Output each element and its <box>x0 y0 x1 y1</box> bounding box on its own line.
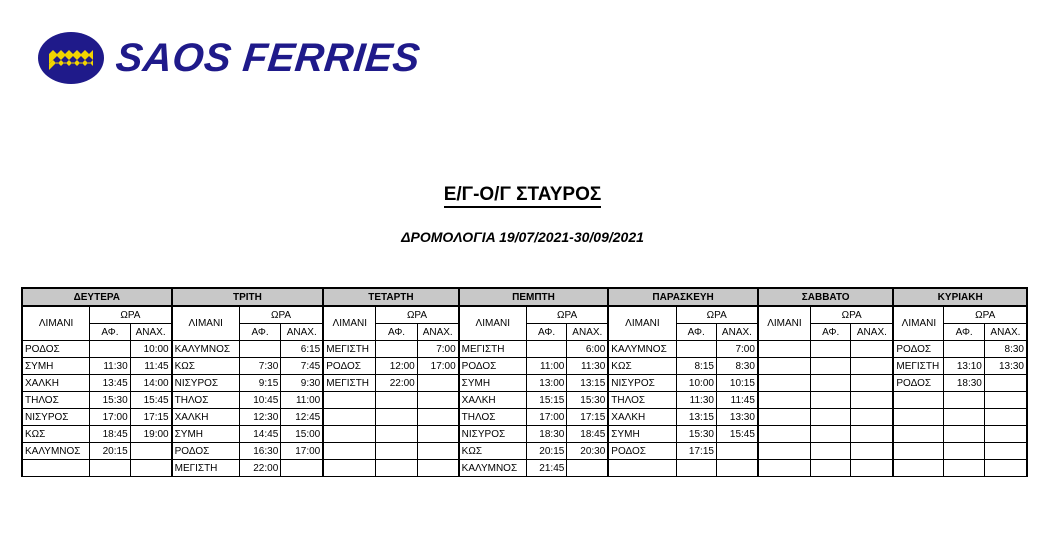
port-cell: ΝΙΣΥΡΟΣ <box>459 426 527 443</box>
departure-time: 9:15 <box>239 375 280 392</box>
arrival-time <box>851 392 893 409</box>
port-cell: ΡΟΔΟΣ <box>459 358 527 375</box>
day-header: ΤΕΤΑΡΤΗ <box>323 288 458 306</box>
port-cell: ΤΗΛΟΣ <box>459 409 527 426</box>
table-row <box>22 443 1027 460</box>
arrival-time <box>851 341 893 358</box>
port-cell: ΣΥΜΗ <box>608 426 676 443</box>
departure-time: 13:15 <box>676 409 716 426</box>
port-cell: ΧΑΛΚΗ <box>459 392 527 409</box>
departure-time: 11:00 <box>526 358 566 375</box>
arrival-header: ΑΝΑΧ. <box>851 324 893 341</box>
arrival-time <box>417 375 458 392</box>
arrival-time <box>984 460 1027 477</box>
table-row <box>22 392 1027 409</box>
departure-header: ΑΦ. <box>526 324 566 341</box>
port-cell: ΣΥΜΗ <box>459 375 527 392</box>
departure-time <box>944 426 984 443</box>
departure-time <box>944 392 984 409</box>
arrival-time <box>851 409 893 426</box>
saos-logo <box>36 30 423 86</box>
port-cell: ΜΕΓΙΣΤΗ <box>172 460 240 477</box>
port-cell <box>323 426 376 443</box>
port-cell: ΚΩΣ <box>172 358 240 375</box>
port-cell <box>758 375 811 392</box>
arrival-time: 14:00 <box>130 375 171 392</box>
port-cell: ΚΑΛΥΜΝΟΣ <box>22 443 90 460</box>
departure-time: 15:30 <box>676 426 716 443</box>
port-cell: ΚΩΣ <box>608 358 676 375</box>
arrival-time: 15:00 <box>281 426 323 443</box>
arrival-header: ΑΝΑΧ. <box>417 324 458 341</box>
arrival-time <box>984 409 1027 426</box>
departure-time: 20:15 <box>526 443 566 460</box>
hour-header: ΩΡΑ <box>810 306 893 324</box>
day-header: ΣΑΒΒΑΤΟ <box>758 288 893 306</box>
table-row <box>22 358 1027 375</box>
port-cell <box>758 358 811 375</box>
hour-header: ΩΡΑ <box>526 306 608 324</box>
arrival-time <box>851 443 893 460</box>
departure-time: 13:00 <box>526 375 566 392</box>
port-cell: ΡΟΔΟΣ <box>893 341 944 358</box>
port-cell: ΤΗΛΟΣ <box>172 392 240 409</box>
departure-time: 16:30 <box>239 443 280 460</box>
port-cell: ΡΟΔΟΣ <box>608 443 676 460</box>
departure-time: 17:00 <box>90 409 130 426</box>
departure-time: 22:00 <box>376 375 417 392</box>
port-cell: ΡΟΔΟΣ <box>323 358 376 375</box>
table-row <box>22 375 1027 392</box>
port-cell <box>758 341 811 358</box>
departure-time <box>944 443 984 460</box>
departure-header: ΑΦ. <box>944 324 984 341</box>
day-header: ΠΑΡΑΣΚΕΥΗ <box>608 288 758 306</box>
arrival-time <box>130 443 171 460</box>
departure-time: 17:00 <box>526 409 566 426</box>
arrival-time <box>417 409 458 426</box>
arrival-time: 8:30 <box>984 341 1027 358</box>
arrival-time: 13:15 <box>567 375 608 392</box>
departure-time: 10:00 <box>676 375 716 392</box>
departure-time: 13:45 <box>90 375 130 392</box>
departure-header: ΑΦ. <box>376 324 417 341</box>
departure-time <box>810 409 850 426</box>
port-cell: ΡΟΔΟΣ <box>172 443 240 460</box>
departure-time <box>810 341 850 358</box>
saos-wave-logo-icon <box>36 30 106 86</box>
arrival-time: 7:00 <box>716 341 757 358</box>
departure-header: ΑΦ. <box>810 324 850 341</box>
port-cell: ΜΕΓΙΣΤΗ <box>323 375 376 392</box>
departure-time <box>676 341 716 358</box>
arrival-time: 12:45 <box>281 409 323 426</box>
port-header: ΛΙΜΑΝΙ <box>172 306 240 341</box>
arrival-time: 6:00 <box>567 341 608 358</box>
port-cell: ΝΙΣΥΡΟΣ <box>22 409 90 426</box>
arrival-time: 17:00 <box>417 358 458 375</box>
departure-time <box>810 443 850 460</box>
port-cell <box>758 426 811 443</box>
departure-time: 14:45 <box>239 426 280 443</box>
port-cell: ΚΩΣ <box>22 426 90 443</box>
port-cell <box>758 460 811 477</box>
arrival-header: ΑΝΑΧ. <box>716 324 757 341</box>
departure-time <box>810 375 850 392</box>
departure-time <box>944 341 984 358</box>
arrival-time <box>716 443 757 460</box>
port-cell: ΜΕΓΙΣΤΗ <box>323 341 376 358</box>
departure-time: 11:30 <box>90 358 130 375</box>
arrival-time: 19:00 <box>130 426 171 443</box>
arrival-time: 15:45 <box>716 426 757 443</box>
departure-time: 18:45 <box>90 426 130 443</box>
arrival-time <box>716 460 757 477</box>
port-cell: ΡΟΔΟΣ <box>893 375 944 392</box>
port-cell <box>893 426 944 443</box>
port-cell: ΣΥΜΗ <box>172 426 240 443</box>
arrival-time: 11:45 <box>130 358 171 375</box>
departure-header: ΑΦ. <box>676 324 716 341</box>
departure-time <box>376 392 417 409</box>
departure-header: ΑΦ. <box>239 324 280 341</box>
departure-time <box>944 409 984 426</box>
hour-header: ΩΡΑ <box>239 306 323 324</box>
port-cell: ΜΕΓΙΣΤΗ <box>893 358 944 375</box>
port-cell: ΧΑΛΚΗ <box>172 409 240 426</box>
arrival-time: 7:00 <box>417 341 458 358</box>
port-cell: ΣΥΜΗ <box>22 358 90 375</box>
port-header: ΛΙΜΑΝΙ <box>323 306 376 341</box>
arrival-time: 18:45 <box>567 426 608 443</box>
hour-header: ΩΡΑ <box>676 306 758 324</box>
departure-time: 20:15 <box>90 443 130 460</box>
port-cell: ΝΙΣΥΡΟΣ <box>172 375 240 392</box>
arrival-time: 17:00 <box>281 443 323 460</box>
arrival-time <box>984 375 1027 392</box>
port-cell <box>758 443 811 460</box>
hour-header: ΩΡΑ <box>90 306 172 324</box>
arrival-time <box>567 460 608 477</box>
departure-time: 7:30 <box>239 358 280 375</box>
arrival-time: 17:15 <box>567 409 608 426</box>
port-cell: ΧΑΛΚΗ <box>608 409 676 426</box>
port-cell: ΧΑΛΚΗ <box>22 375 90 392</box>
departure-time <box>676 460 716 477</box>
port-cell <box>758 392 811 409</box>
port-cell <box>608 460 676 477</box>
port-header: ΛΙΜΑΝΙ <box>608 306 676 341</box>
arrival-time <box>281 460 323 477</box>
departure-time: 18:30 <box>944 375 984 392</box>
departure-time <box>810 392 850 409</box>
arrival-time: 13:30 <box>984 358 1027 375</box>
departure-time: 21:45 <box>526 460 566 477</box>
departure-time: 12:30 <box>239 409 280 426</box>
port-cell <box>893 392 944 409</box>
table-row <box>22 426 1027 443</box>
arrival-time: 11:00 <box>281 392 323 409</box>
arrival-time <box>984 443 1027 460</box>
departure-header: ΑΦ. <box>90 324 130 341</box>
arrival-header: ΑΝΑΧ. <box>984 324 1027 341</box>
arrival-time: 8:30 <box>716 358 757 375</box>
arrival-time <box>417 443 458 460</box>
departure-time <box>90 341 130 358</box>
departure-time: 12:00 <box>376 358 417 375</box>
departure-time: 8:15 <box>676 358 716 375</box>
port-header: ΛΙΜΑΝΙ <box>22 306 90 341</box>
day-header: ΚΥΡΙΑΚΗ <box>893 288 1027 306</box>
departure-time: 15:15 <box>526 392 566 409</box>
port-cell: ΤΗΛΟΣ <box>608 392 676 409</box>
port-cell: ΤΗΛΟΣ <box>22 392 90 409</box>
departure-time <box>810 358 850 375</box>
schedule-table <box>21 287 1028 477</box>
arrival-header: ΑΝΑΧ. <box>281 324 323 341</box>
departure-time <box>239 341 280 358</box>
arrival-time: 17:15 <box>130 409 171 426</box>
arrival-time <box>851 426 893 443</box>
arrival-time: 15:45 <box>130 392 171 409</box>
departure-time <box>376 443 417 460</box>
port-header: ΛΙΜΑΝΙ <box>893 306 944 341</box>
departure-time: 13:10 <box>944 358 984 375</box>
port-cell <box>893 409 944 426</box>
port-cell <box>323 443 376 460</box>
table-row <box>22 460 1027 477</box>
departure-time <box>376 341 417 358</box>
arrival-time: 10:00 <box>130 341 171 358</box>
departure-time: 22:00 <box>239 460 280 477</box>
port-cell <box>323 409 376 426</box>
departure-time: 18:30 <box>526 426 566 443</box>
arrival-time: 15:30 <box>567 392 608 409</box>
port-cell: ΚΑΛΥΜΝΟΣ <box>459 460 527 477</box>
port-cell <box>893 443 944 460</box>
table-row <box>22 409 1027 426</box>
vessel-title: Ε/Γ-Ο/Γ ΣΤΑΥΡΟΣ <box>0 184 1045 206</box>
hour-header: ΩΡΑ <box>376 306 459 324</box>
day-header: ΠΕΜΠΤΗ <box>459 288 609 306</box>
arrival-time <box>851 358 893 375</box>
arrival-time <box>851 375 893 392</box>
port-cell <box>323 460 376 477</box>
departure-time: 17:15 <box>676 443 716 460</box>
port-cell: ΜΕΓΙΣΤΗ <box>459 341 527 358</box>
port-header: ΛΙΜΑΝΙ <box>758 306 811 341</box>
departure-time: 11:30 <box>676 392 716 409</box>
arrival-time <box>417 460 458 477</box>
arrival-time: 6:15 <box>281 341 323 358</box>
arrival-time: 9:30 <box>281 375 323 392</box>
arrival-time <box>417 426 458 443</box>
arrival-time <box>984 426 1027 443</box>
arrival-time <box>984 392 1027 409</box>
port-cell: ΚΑΛΥΜΝΟΣ <box>608 341 676 358</box>
port-cell: ΚΑΛΥΜΝΟΣ <box>172 341 240 358</box>
port-cell: ΚΩΣ <box>459 443 527 460</box>
departure-time <box>90 460 130 477</box>
port-cell <box>893 460 944 477</box>
port-cell: ΝΙΣΥΡΟΣ <box>608 375 676 392</box>
departure-time <box>810 426 850 443</box>
table-row <box>22 341 1027 358</box>
departure-time: 10:45 <box>239 392 280 409</box>
port-cell <box>22 460 90 477</box>
arrival-time: 11:45 <box>716 392 757 409</box>
arrival-time: 11:30 <box>567 358 608 375</box>
schedule-period: ΔΡΟΜΟΛΟΓΙΑ 19/07/2021-30/09/2021 <box>401 229 644 245</box>
day-header: ΔΕΥΤΕΡΑ <box>22 288 172 306</box>
arrival-time <box>417 392 458 409</box>
departure-time: 15:30 <box>90 392 130 409</box>
brand-name: SAOS FERRIES <box>113 35 423 80</box>
arrival-time: 10:15 <box>716 375 757 392</box>
departure-time <box>810 460 850 477</box>
day-header: ΤΡΙΤΗ <box>172 288 324 306</box>
departure-time <box>526 341 566 358</box>
port-cell <box>323 392 376 409</box>
departure-time <box>376 460 417 477</box>
arrival-header: ΑΝΑΧ. <box>567 324 608 341</box>
arrival-time: 20:30 <box>567 443 608 460</box>
departure-time <box>376 426 417 443</box>
port-cell <box>758 409 811 426</box>
arrival-time <box>130 460 171 477</box>
hour-header: ΩΡΑ <box>944 306 1027 324</box>
arrival-time: 7:45 <box>281 358 323 375</box>
port-header: ΛΙΜΑΝΙ <box>459 306 527 341</box>
arrival-time <box>851 460 893 477</box>
arrival-header: ΑΝΑΧ. <box>130 324 171 341</box>
departure-time <box>376 409 417 426</box>
arrival-time: 13:30 <box>716 409 757 426</box>
departure-time <box>944 460 984 477</box>
port-cell: ΡΟΔΟΣ <box>22 341 90 358</box>
